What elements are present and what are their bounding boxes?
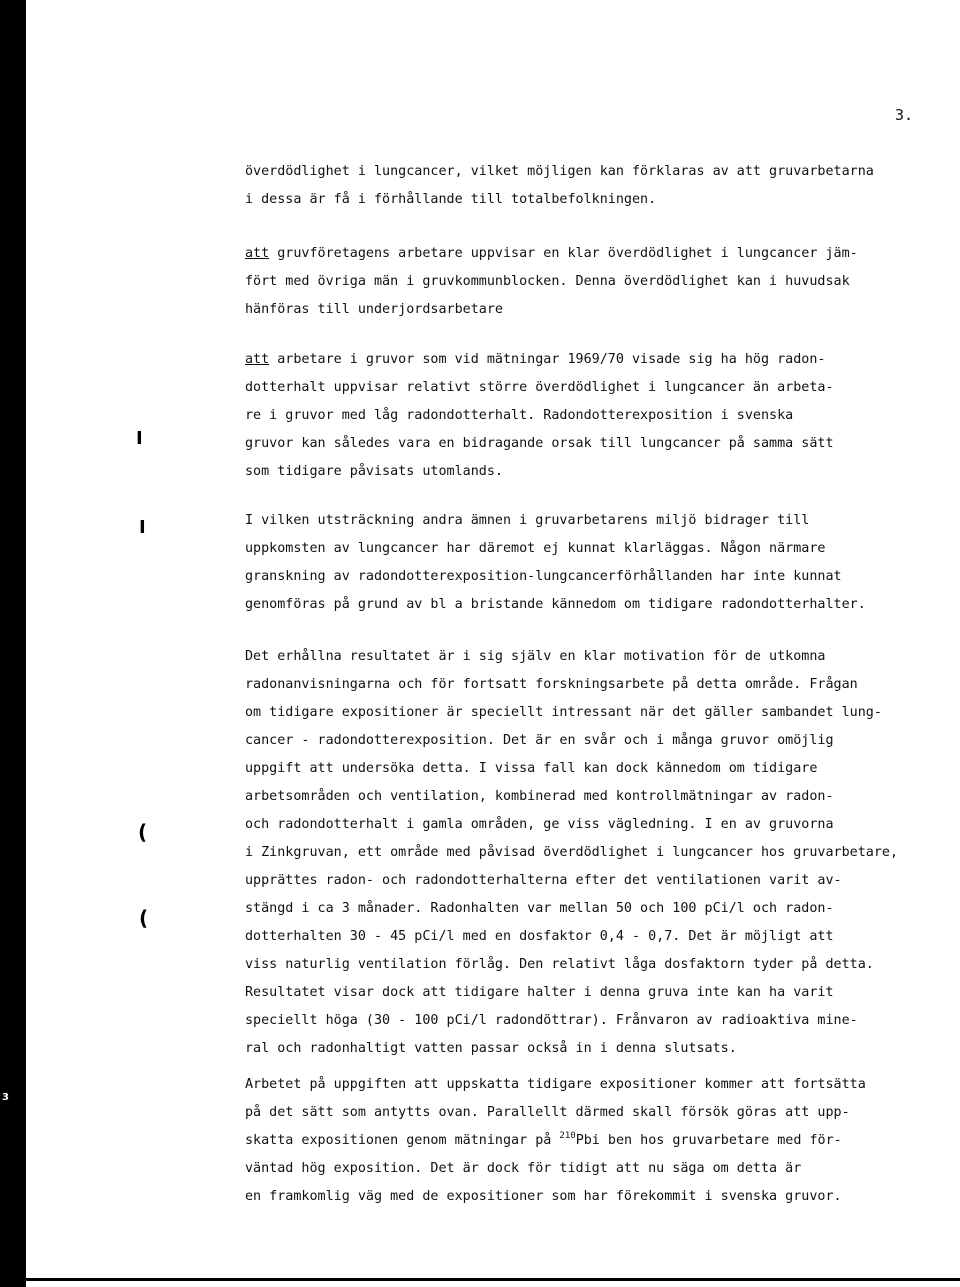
underlined-lead: att [245,352,270,367]
text-line: speciellt höga (30 - 100 pCi/l radondöttrar). Frånvaron av radioaktiva mine- [245,1013,858,1028]
text-line: i dessa är få i förhållande till totalbefolkningen. [245,192,657,207]
page-number: 3. [895,106,914,124]
text-line: och radondotterhalt i gamla områden, ge viss vägledning. I en av gruvorna [245,817,834,832]
text-line: Det erhållna resultatet är i sig själv en klar motivation för de utkomna [245,649,826,664]
isotope-superscript: 210 [559,1131,576,1141]
text-line: cancer - radondotterexposition. Det är en svår och i många gruvor omöjlig [245,733,834,748]
text-line: överdödlighet i lungcancer, vilket möjligen kan förklaras av att gruvarbetarna [245,164,874,179]
text-line: re i gruvor med låg radondotterhalt. Radondotterexposition i svenska [245,408,794,423]
text-line: radonanvisningarna och för fortsatt forskningsarbete på detta område. Frågan [245,677,858,692]
text-line: att gruvföretagens arbetare uppvisar en klar överdödlighet i lungcancer jäm- [245,246,858,261]
text-line: viss naturlig ventilation förlåg. Den relativt låga dosfaktorn tyder på detta. [245,957,874,972]
text-line: skatta expositionen genom mätningar på $^{210}$Pbi ben hos gruvarbetare med för- [245,1131,842,1148]
text-line: hänföras till underjordsarbetare [245,302,503,317]
text-line: uppkomsten av lungcancer har däremot ej kunnat klarläggas. Någon närmare [245,541,826,556]
paragraph-6 [245,1071,866,1211]
text-line: upprättes radon- och radondotterhalterna efter det ventilationen varit av- [245,873,842,888]
margin-mark: I [136,428,143,449]
text-line: dotterhalt uppvisar relativt större överdödlighet i lungcancer än arbeta- [245,380,834,395]
text-line: gruvor kan således vara en bidragande orsak till lungcancer på samma sätt [245,436,834,451]
text-line: genomföras på grund av bl a bristande kännedom om tidigare radondotterhalter. [245,597,866,612]
margin-mark: ( [138,820,148,844]
text-line: som tidigare påvisats utomlands. [245,464,503,479]
scan-bottom-edge [0,1278,960,1281]
text-line: en framkomlig väg med de expositioner som har förekommit i svenska gruvor. [245,1189,842,1204]
text-line: Resultatet visar dock att tidigare halter i denna gruva inte kan ha varit [245,985,834,1000]
margin-mark: ( [139,906,149,930]
text-line: arbetsområden och ventilation, kombinerad med kontrollmätningar av radon- [245,789,834,804]
text-line: att arbetare i gruvor som vid mätningar 1969/70 visade sig ha hög radon- [245,352,826,367]
paragraph-4 [245,507,866,619]
margin-mark: 3 [2,1092,9,1103]
text-line: om tidigare expositioner är speciellt intressant när det gäller sambandet lung- [245,705,882,720]
paragraph-2 [245,240,858,324]
text-line: stängd i ca 3 månader. Radonhalten var mellan 50 och 100 pCi/l och radon- [245,901,834,916]
text-line: i Zinkgruvan, ett område med påvisad överdödlighet i lungcancer hos gruvarbetare, [245,845,899,860]
text-line: granskning av radondotterexposition-lungcancerförhållanden har inte kunnat [245,569,842,584]
margin-mark: I [139,517,146,538]
text-line: Arbetet på uppgiften att uppskatta tidigare expositioner kommer att fortsätta [245,1077,866,1092]
text-line: dotterhalten 30 - 45 pCi/l med en dosfaktor 0,4 - 0,7. Det är möjligt att [245,929,834,944]
text-line: ral och radonhaltigt vatten passar också in i denna slutsats. [245,1041,737,1056]
text-line: fört med övriga män i gruvkommunblocken. Denna överdödlighet kan i huvudsak [245,274,850,289]
paragraph-1 [245,158,874,214]
text-line: uppgift att undersöka detta. I vissa fall kan dock kännedom om tidigare [245,761,818,776]
paragraph-3 [245,346,834,486]
paragraph-5 [245,643,898,1063]
underlined-lead: att [245,246,270,261]
text-line: på det sätt som antytts ovan. Parallellt därmed skall försök göras att upp- [245,1105,850,1120]
text-line: I vilken utsträckning andra ämnen i gruvarbetarens miljö bidrager till [245,513,810,528]
text-line: väntad hög exposition. Det är dock för tidigt att nu säga om detta är [245,1161,802,1176]
